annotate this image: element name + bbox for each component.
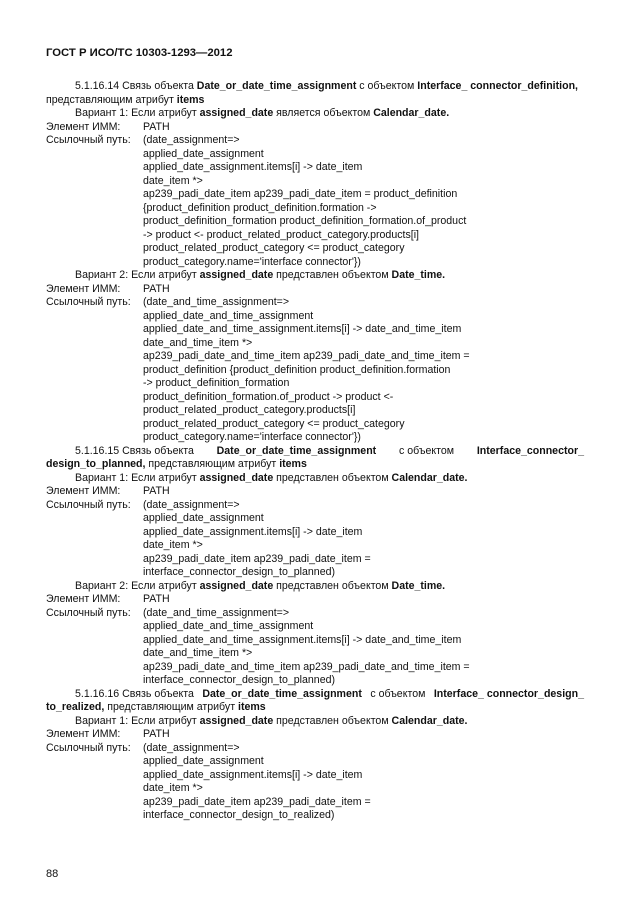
path-row	[46, 607, 584, 621]
variant-line	[46, 107, 584, 121]
path-line: date_item *>	[143, 539, 203, 551]
variant-object: Date_time.	[391, 269, 446, 281]
heading-target-cont: design_to_planned,	[46, 458, 146, 470]
path-line: interface_connector_design_to_realized)	[143, 809, 335, 821]
heading-attr: items	[176, 93, 205, 106]
variant-prefix: Вариант 1: Если атрибут	[75, 471, 200, 484]
path-first-line: (date_and_time_assignment=>	[143, 296, 290, 308]
variant-prefix: Вариант 2: Если атрибут	[75, 269, 200, 281]
variant-line	[46, 715, 584, 729]
element-row	[46, 728, 584, 742]
path-row	[46, 296, 584, 310]
variant-mid: представлен объектом	[273, 269, 392, 281]
page-number: 88	[46, 868, 59, 880]
element-label: Элемент ИММ:	[46, 282, 121, 295]
variant-attr: assigned_date	[199, 471, 274, 484]
variant-object: Calendar_date.	[391, 714, 468, 727]
path-line: applied_date_assignment.items[i] -> date_item	[143, 768, 363, 781]
section-heading-cont	[46, 458, 584, 472]
heading-attr: items	[279, 458, 307, 470]
element-value: PATH	[143, 728, 170, 740]
path-line: applied_date_and_time_assignment.items[i] -> date_and_time_item	[143, 323, 462, 335]
path-line: interface_connector_design_to_planned)	[143, 674, 336, 686]
path-line: applied_date_assignment.items[i] -> date_item	[143, 525, 363, 538]
path-line: ap239_padi_date_item ap239_padi_date_item =	[143, 795, 371, 808]
document-header: ГОСТ Р ИСО/ТС 10303-1293—2012	[46, 47, 233, 59]
variant-mid: представлен объектом	[273, 714, 392, 727]
heading-object: Date_or_date_time_assignment	[196, 80, 357, 92]
element-value: PATH	[143, 593, 170, 605]
heading-target: Interface_ connector_design_	[433, 687, 584, 700]
path-line: applied_date_assignment	[143, 147, 264, 160]
path-line: product_category.name='interface connector'})	[143, 431, 361, 443]
element-value: PATH	[143, 282, 170, 295]
variant-prefix: Вариант 2: Если атрибут	[75, 579, 200, 592]
heading-tail: представляющим атрибут	[46, 93, 177, 106]
variant-attr: assigned_date	[199, 107, 274, 119]
heading-target-cont: to_realized,	[46, 701, 105, 713]
variant-object: Calendar_date.	[391, 471, 468, 484]
heading-number: 5.1.16.16 Связь объекта	[75, 687, 194, 700]
path-row	[46, 499, 584, 513]
path-line: product_category.name='interface connector'})	[143, 255, 361, 268]
variant-mid: представлен объектом	[273, 471, 392, 484]
variant-attr: assigned_date	[199, 269, 274, 281]
section-heading-cont	[46, 701, 584, 715]
element-row	[46, 283, 584, 297]
path-line: applied_date_and_time_assignment.items[i] -> date_and_time_item	[143, 633, 462, 646]
path-row	[46, 134, 584, 148]
heading-object: Date_or_date_time_assignment	[216, 444, 377, 457]
path-line: date_item *>	[143, 782, 203, 794]
path-label: Ссылочный путь:	[46, 498, 131, 511]
heading-target: Interface_connector_	[476, 444, 584, 457]
path-line: ap239_padi_date_item ap239_padi_date_item = product_definition	[143, 188, 458, 200]
path-label: Ссылочный путь:	[46, 296, 131, 308]
heading-conj: с объектом	[356, 80, 418, 92]
heading-number: 5.1.16.15 Связь объекта	[75, 444, 194, 457]
path-label: Ссылочный путь:	[46, 134, 131, 146]
element-value: PATH	[143, 120, 170, 133]
path-line: applied_date_assignment	[143, 755, 264, 767]
variant-line	[46, 472, 584, 486]
path-label: Ссылочный путь:	[46, 741, 131, 754]
path-line: applied_date_assignment.items[i] -> date_item	[143, 161, 363, 173]
variant-object: Date_time.	[391, 579, 446, 592]
variant-line	[46, 269, 584, 283]
path-line: applied_date_and_time_assignment	[143, 620, 314, 632]
element-row	[46, 485, 584, 499]
variant-attr: assigned_date	[199, 579, 274, 592]
heading-target: Interface_ connector_definition,	[417, 80, 578, 92]
path-first-line: (date_assignment=>	[143, 134, 240, 146]
path-line: product_definition_formation.of_product -> product <-	[143, 390, 394, 403]
path-label: Ссылочный путь:	[46, 606, 131, 619]
element-value: PATH	[143, 485, 170, 497]
heading-tail: представляющим атрибут	[104, 701, 238, 713]
path-line: product_definition_formation product_definition_formation.of_product	[143, 215, 467, 227]
variant-mid: представлен объектом	[273, 579, 392, 592]
variant-attr: assigned_date	[199, 714, 274, 727]
document-body	[46, 80, 584, 823]
path-line: date_and_time_item *>	[143, 336, 253, 349]
variant-mid: является объектом	[273, 107, 374, 119]
path-row	[46, 742, 584, 756]
path-line: ap239_padi_date_item ap239_padi_date_item =	[143, 552, 371, 565]
heading-conj: с объектом	[399, 444, 455, 457]
path-line: interface_connector_design_to_planned)	[143, 566, 336, 578]
path-line: applied_date_assignment	[143, 512, 264, 524]
variant-object: Calendar_date.	[373, 107, 450, 119]
heading-number: 5.1.16.14 Связь объекта	[75, 80, 197, 92]
element-label: Элемент ИММ:	[46, 485, 121, 497]
path-first-line: (date_assignment=>	[143, 741, 240, 754]
path-line: -> product_definition_formation	[143, 377, 290, 389]
path-line: product_related_product_category.products[i]	[143, 404, 356, 416]
variant-prefix: Вариант 1: Если атрибут	[75, 107, 200, 119]
section-heading	[46, 445, 584, 459]
path-line: applied_date_and_time_assignment	[143, 309, 314, 322]
path-first-line: (date_and_time_assignment=>	[143, 606, 290, 619]
path-line: date_item *>	[143, 174, 203, 187]
heading-object: Date_or_date_time_assignment	[202, 687, 362, 700]
variant-prefix: Вариант 1: Если атрибут	[75, 714, 200, 727]
element-label: Элемент ИММ:	[46, 728, 121, 740]
element-label: Элемент ИММ:	[46, 593, 121, 605]
path-line: ap239_padi_date_and_time_item ap239_padi_date_and_time_item =	[143, 660, 470, 673]
element-row	[46, 593, 584, 607]
section-heading	[46, 80, 584, 94]
path-line: date_and_time_item *>	[143, 647, 253, 659]
section-heading-cont	[46, 94, 584, 108]
path-first-line: (date_assignment=>	[143, 498, 240, 511]
element-label: Элемент ИММ:	[46, 120, 121, 133]
path-line: {product_definition product_definition.formation ->	[143, 201, 377, 214]
path-line: product_related_product_category <= product_category	[143, 417, 405, 430]
heading-conj: с объектом	[370, 687, 426, 700]
heading-attr: items	[238, 701, 266, 713]
element-row	[46, 121, 584, 135]
heading-tail: представляющим атрибут	[145, 458, 280, 470]
variant-line	[46, 580, 584, 594]
path-line: -> product <- product_related_product_category.products[i]	[143, 228, 419, 241]
section-heading	[46, 688, 584, 702]
path-line: ap239_padi_date_and_time_item ap239_padi_date_and_time_item =	[143, 350, 470, 362]
path-line: product_definition {product_definition product_definition.formation	[143, 363, 451, 376]
path-line: product_related_product_category <= product_category	[143, 242, 405, 254]
